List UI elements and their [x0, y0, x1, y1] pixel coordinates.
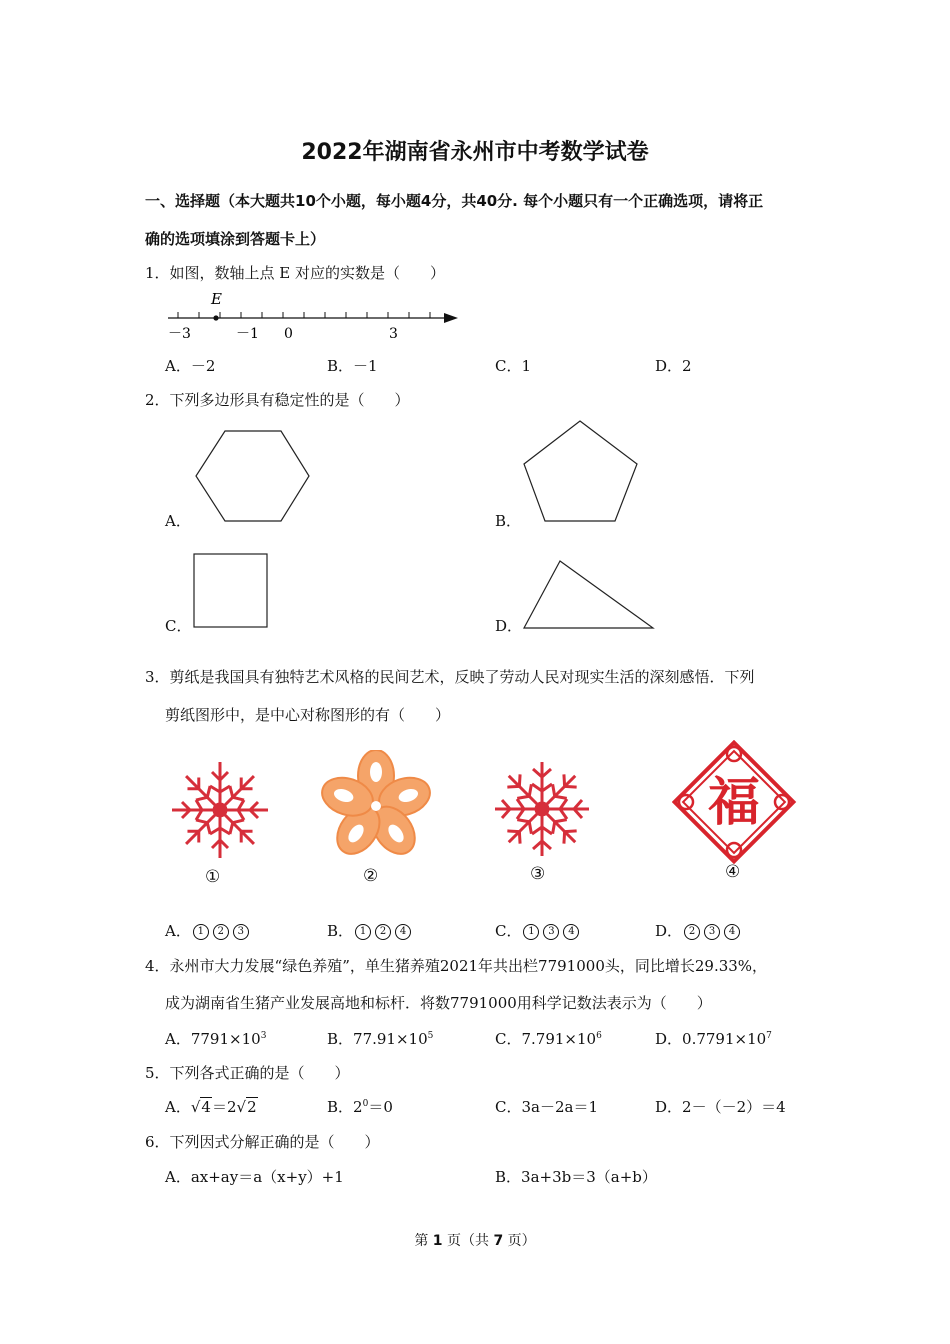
- section-heading: 一、选择题（本大题共10个小题，每小题4分，共40分. 每个小题只有一个正确选项，请将正: [145, 192, 764, 210]
- square-figure: [190, 550, 272, 632]
- pentagon-figure: [518, 416, 643, 528]
- number-line-figure: [160, 288, 470, 346]
- q5-option-b[interactable]: B．$2^0=0$: [327, 1098, 393, 1116]
- q1-option-c[interactable]: C．1: [495, 357, 532, 375]
- q6-option-a[interactable]: A．ax+ay＝a（x+y）+1: [165, 1168, 344, 1186]
- point-e-label: E: [211, 290, 222, 308]
- question-6-stem: 6．下列因式分解正确的是（ ）: [145, 1133, 380, 1151]
- tick-label: －1: [236, 326, 259, 342]
- q3-option-d[interactable]: D． 2 3 4: [655, 920, 742, 941]
- fu-character: 福: [707, 773, 761, 833]
- hexagon-figure: [190, 426, 315, 528]
- question-4-stem-cont: 成为湖南省生猪产业发展高地和标杆．将数7791000用科学记数法表示为（ ）: [165, 994, 712, 1012]
- q4-option-a[interactable]: A．$7791\times 10^3$: [165, 1030, 267, 1048]
- question-1-stem: 1．如图，数轴上点 E 对应的实数是（ ）: [145, 264, 446, 282]
- tick-label: 0: [284, 326, 293, 342]
- tick-label: －3: [168, 326, 191, 342]
- tick-label: 3: [389, 326, 398, 342]
- q5-option-a[interactable]: A．√4＝2√2: [165, 1098, 257, 1116]
- section-heading-cont: 确的选项填涂到答题卡上）: [145, 230, 326, 248]
- q2-option-c[interactable]: C．: [165, 617, 192, 635]
- q1-option-b[interactable]: B．－1: [327, 357, 378, 375]
- number-line-arrow: [444, 313, 458, 323]
- q5-option-d[interactable]: D．2－（－2）＝4: [655, 1098, 786, 1116]
- q3-option-c[interactable]: C． 1 3 4: [495, 920, 581, 941]
- q4-option-b[interactable]: B．$77.91\times 10^5$: [327, 1030, 434, 1048]
- q4-option-c[interactable]: C．$7.791\times 10^6$: [495, 1030, 602, 1048]
- papercut-snowflake-3: [488, 755, 596, 863]
- q3-option-b[interactable]: B． 1 2 4: [327, 920, 413, 941]
- q1-option-d[interactable]: D．2: [655, 357, 692, 375]
- q2-option-b[interactable]: B．: [495, 512, 522, 530]
- image-label-4: ④: [725, 862, 741, 882]
- papercut-flower-2: [320, 750, 432, 862]
- papercut-snowflake-1: [165, 755, 275, 865]
- q3-option-a[interactable]: A． 1 2 3: [165, 920, 251, 941]
- sqrt-sign: √4: [190, 1098, 211, 1116]
- papercut-fu-4: [672, 740, 797, 865]
- question-3-stem-cont: 剪纸图形中，是中心对称图形的有（ ）: [165, 706, 451, 724]
- image-label-3: ③: [530, 864, 546, 884]
- q4-option-d[interactable]: D．$0.7791\times 10^7$: [655, 1030, 772, 1048]
- q1-option-a[interactable]: A．－2: [165, 357, 216, 375]
- question-4-stem: 4．永州市大力发展“绿色养殖”，单生猪养殖2021年共出栏7791000头，同比增长29.33%，: [145, 957, 768, 975]
- q6-option-b[interactable]: B．3a+3b＝3（a+b）: [495, 1168, 657, 1186]
- image-label-2: ②: [363, 866, 379, 886]
- image-label-1: ①: [205, 867, 221, 887]
- point-e: [213, 315, 218, 320]
- page-title: 2022年湖南省永州市中考数学试卷: [301, 140, 649, 165]
- q5-option-c[interactable]: C．3a－2a＝1: [495, 1098, 598, 1116]
- q2-option-d[interactable]: D．: [495, 617, 523, 635]
- page-footer: 第 1 页（共 7 页）: [414, 1233, 536, 1249]
- question-3-stem: 3．剪纸是我国具有独特艺术风格的民间艺术，反映了劳动人民对现实生活的深刻感悟．下列: [145, 668, 755, 686]
- question-5-stem: 5．下列各式正确的是（ ）: [145, 1064, 350, 1082]
- q2-option-a[interactable]: A．: [165, 512, 191, 530]
- triangle-figure: [520, 556, 660, 632]
- question-2-stem: 2．下列多边形具有稳定性的是（ ）: [145, 391, 410, 409]
- sqrt-sign: √2: [236, 1098, 257, 1116]
